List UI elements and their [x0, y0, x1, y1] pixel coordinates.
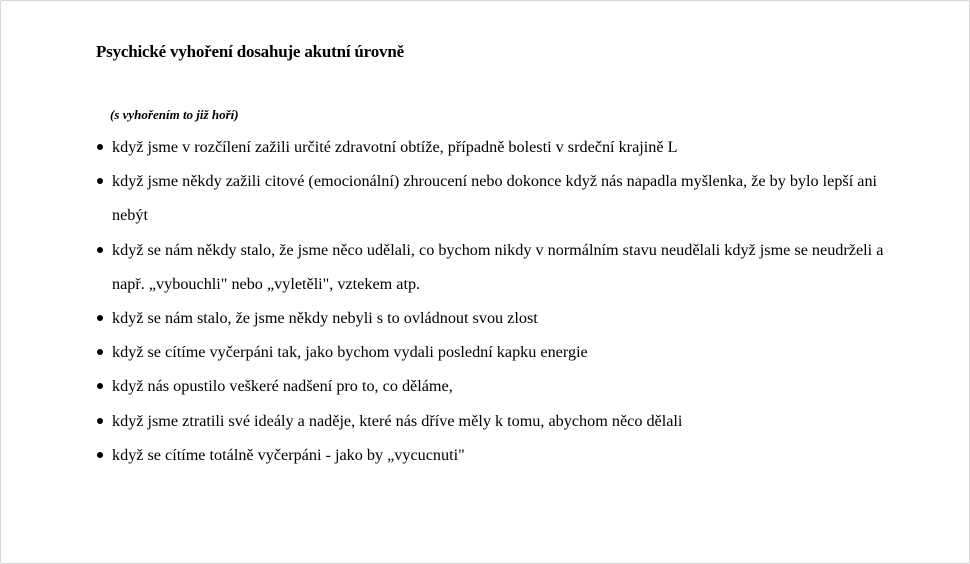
bullet-icon	[97, 418, 103, 424]
list-item-text: když se cítíme vyčerpáni tak, jako bychom vydali poslední kapku energie	[112, 343, 588, 362]
list-item	[96, 233, 916, 301]
list-item	[96, 164, 916, 232]
bullet-icon	[97, 452, 103, 458]
list-item-text: když jsme ztratili své ideály a naděje, které nás dříve měly k tomu, abychom něco dělali	[112, 411, 683, 430]
list-item	[96, 369, 916, 403]
bullet-icon	[97, 383, 103, 389]
bullet-icon	[97, 178, 103, 184]
bullet-icon	[97, 247, 103, 253]
list-item	[96, 301, 916, 335]
list-item	[96, 438, 916, 472]
list-item-text: když jsme v rozčílení zažili určité zdravotní obtíže, případně bolesti v srdeční krajině L	[112, 138, 678, 156]
list-item-text: když se nám někdy stalo, že jsme něco udělali, co bychom nikdy v normálním stavu neudělali když jsme se neudrželi a např. „vybouchli" nebo „vyletěli", vztekem atp.	[112, 240, 884, 293]
bullet-list	[96, 130, 916, 472]
list-item-text: když nás opustilo veškeré nadšení pro to, co děláme,	[112, 377, 453, 396]
list-item	[96, 130, 916, 164]
document-title: Psychické vyhoření dosahuje akutní úrovně	[96, 42, 404, 61]
document-subtitle: (s vyhořením to již hoří)	[110, 107, 239, 122]
bullet-icon	[97, 315, 103, 321]
list-item	[96, 335, 916, 369]
list-item	[96, 404, 916, 438]
list-item-text: když jsme někdy zažili citové (emocionální) zhroucení nebo dokonce když nás napadla myšlenka, že by bylo lepší ani nebýt	[112, 172, 878, 225]
bullet-icon	[97, 144, 103, 150]
bullet-icon	[97, 349, 103, 355]
list-item-text: když se cítíme totálně vyčerpáni - jako by „vycucnuti"	[112, 445, 465, 464]
list-item-text: když se nám stalo, že jsme někdy nebyli s to ovládnout svou zlost	[112, 309, 538, 328]
document-body	[96, 40, 916, 472]
